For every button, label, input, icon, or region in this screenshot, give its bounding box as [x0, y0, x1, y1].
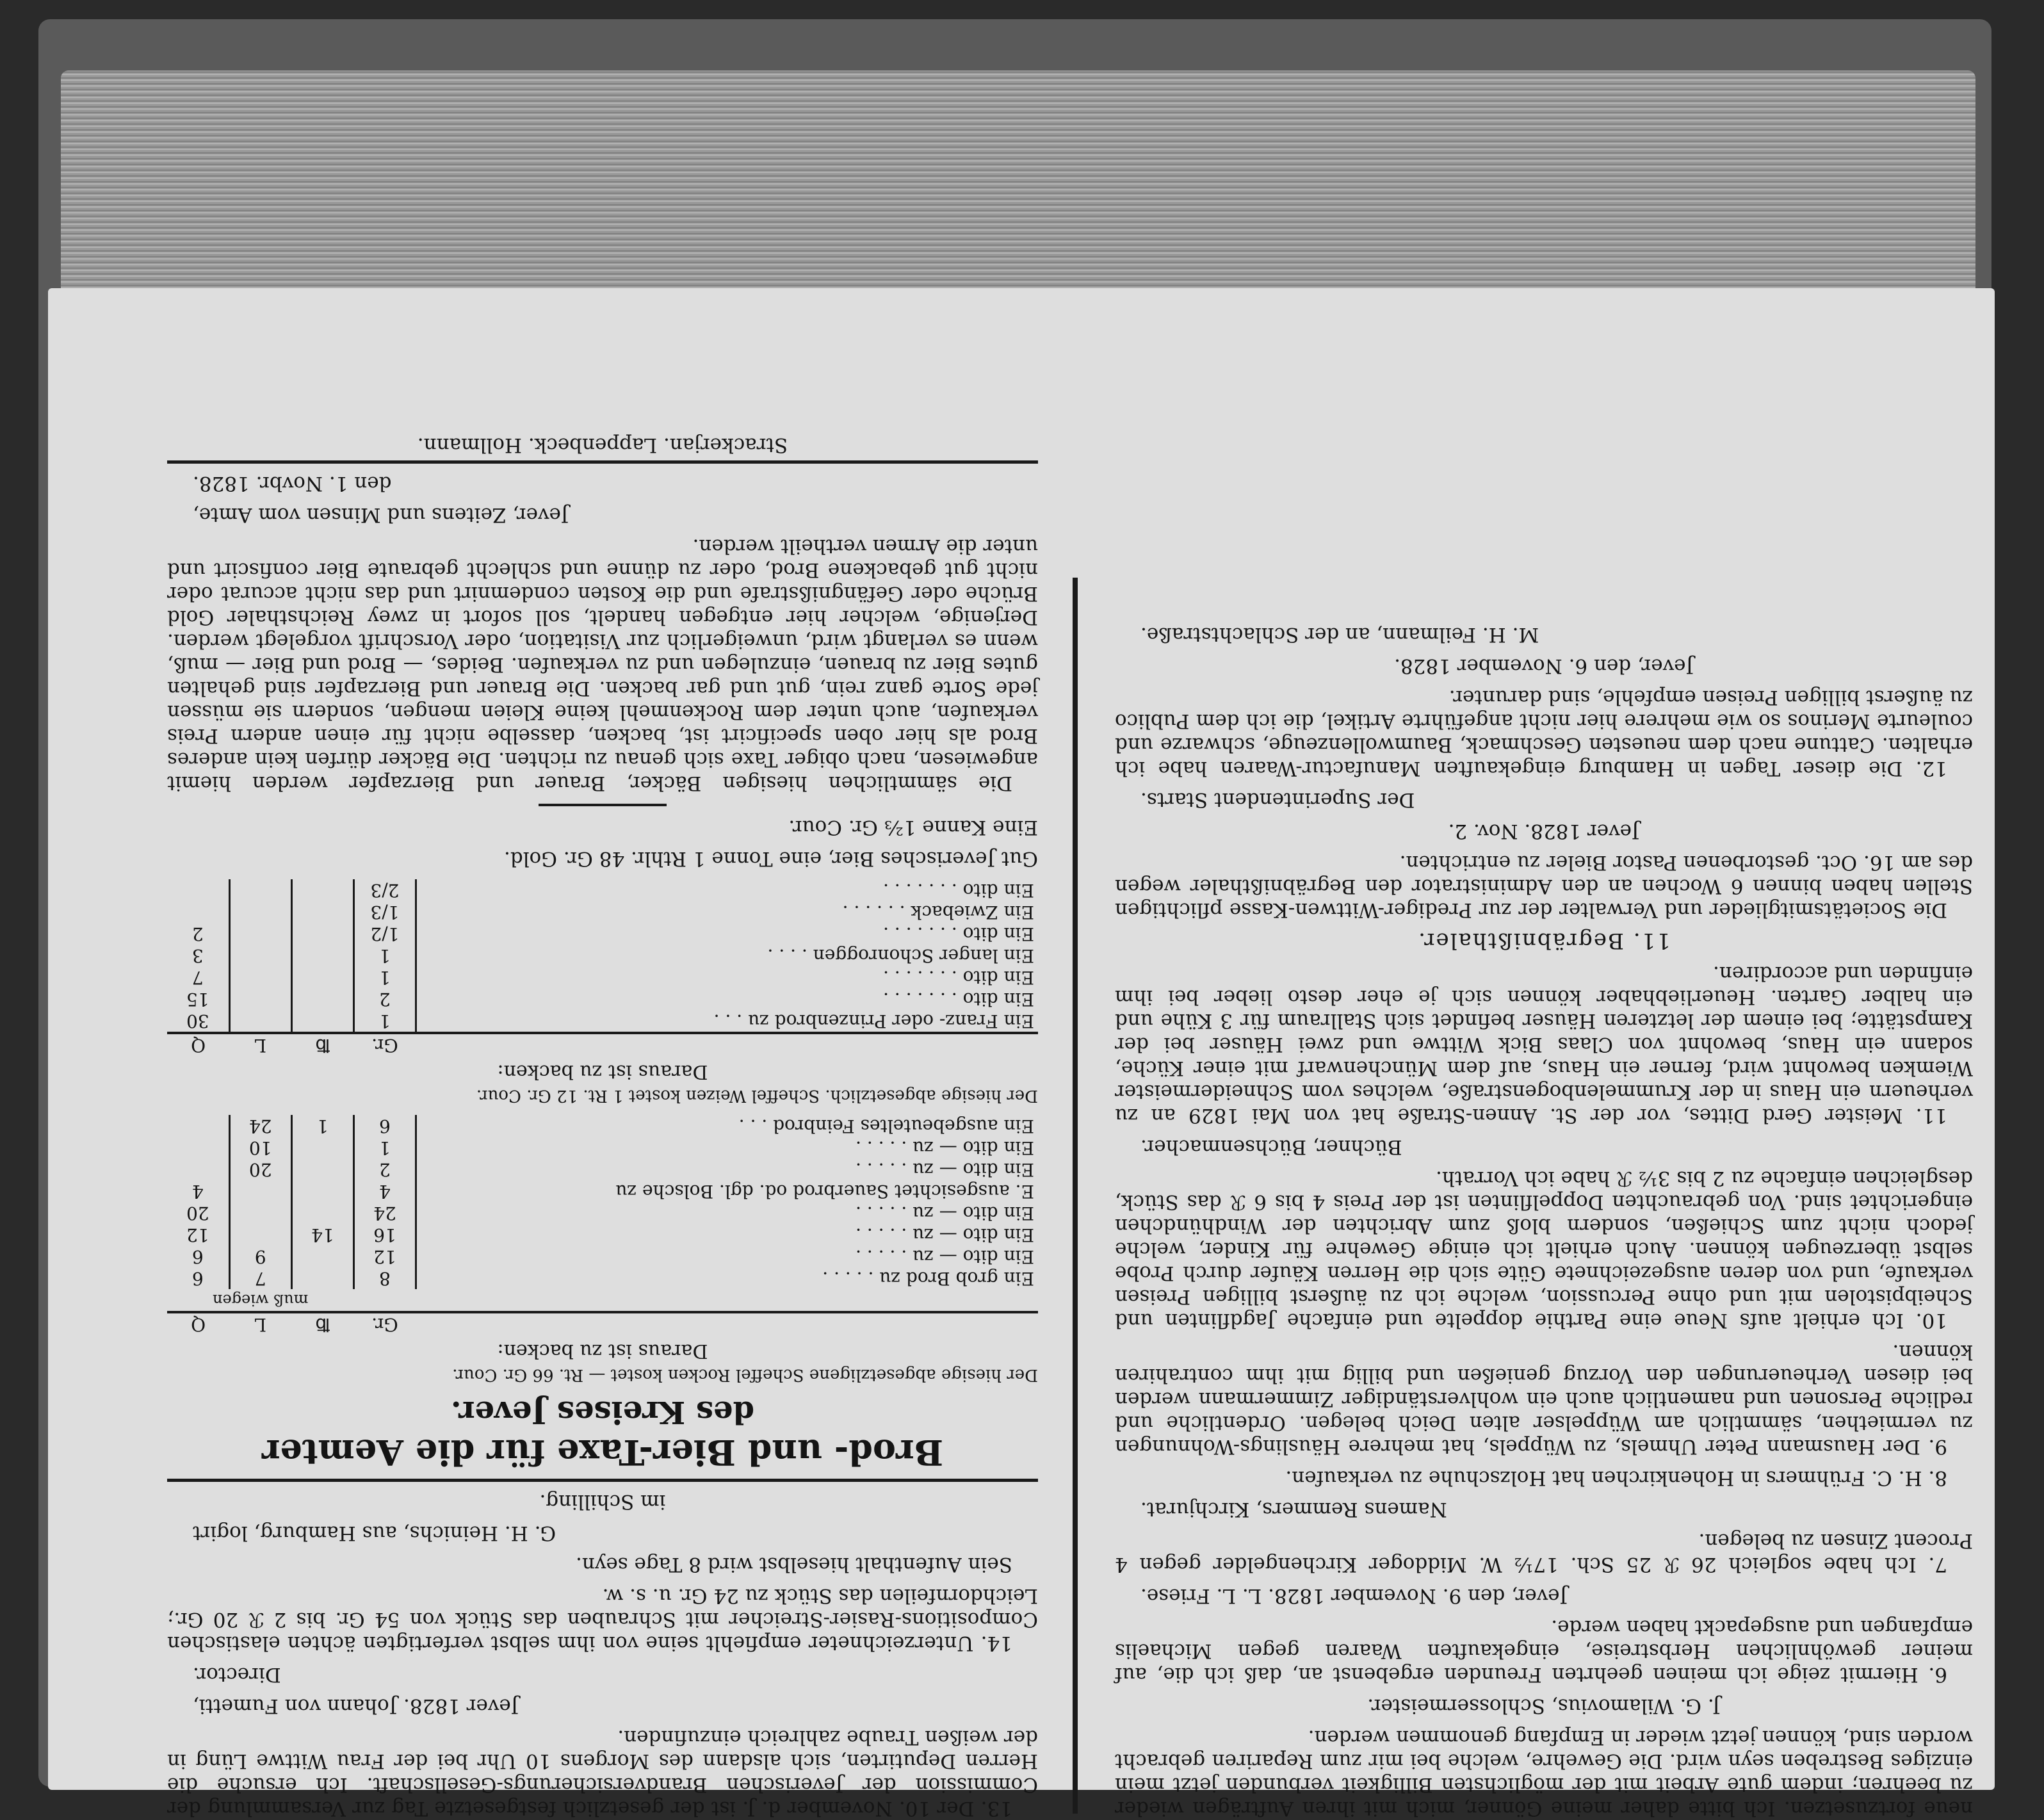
page-fore-edge [61, 70, 1975, 301]
wheat-cell-lb [291, 966, 353, 988]
bread-table [167, 1115, 1038, 1335]
tax-subtitle: des Kreises Jever. [450, 1394, 755, 1430]
bread-cell-lb [291, 1180, 353, 1202]
wheat-cell-l [229, 901, 291, 923]
bread-intro: Der hiesige abgesetzligene Scheffel Rocken kostet — Rt. 66 Gr. Cour. [452, 1365, 1038, 1385]
signature-14b: im Schilling. [539, 1490, 666, 1513]
wheat-cell-lb [291, 879, 353, 901]
bread-cell-gr: 1 [353, 1137, 416, 1158]
wheat-cell-name: Ein dito . . . . . . . [883, 989, 1034, 1010]
wheat-cell-gr: 1/3 [353, 901, 416, 923]
wheat-cell-q: 2 [167, 923, 229, 945]
bread-cell-q: 6 [167, 1267, 229, 1289]
wheat-row [167, 923, 1038, 945]
bread-row [167, 1246, 1038, 1267]
wheat-header-q: Q [167, 1033, 229, 1056]
notice-7: 7. Ich habe sogleich 26 ℛ 25 Sch. 17½ W. Middoger Kirchengelder gegen 4 Procent Zinsen zu belegen. [1115, 1529, 1973, 1576]
wheat-cell-q: 3 [167, 945, 229, 966]
header-q: Q [167, 1312, 229, 1335]
wheat-cell-name: Ein dito . . . . . . . [883, 967, 1034, 988]
rotated-spread [167, 434, 1973, 1820]
right-column [167, 434, 1038, 1820]
wheat-cell-name: Ein Franz- oder Prinzenbrod zu . . . [713, 1011, 1034, 1032]
bread-cell-lb [291, 1202, 353, 1224]
bread-cell-gr: 4 [353, 1180, 416, 1202]
wheat-cell-l [229, 966, 291, 988]
wheat-header-l: L [229, 1033, 291, 1056]
wheat-row [167, 945, 1038, 966]
bread-cell-lb: 14 [291, 1224, 353, 1246]
bread-cell-gr: 16 [353, 1224, 416, 1246]
bread-cell-l [229, 1224, 291, 1246]
bread-cell-name: Ein dito — zu . . . . . [856, 1203, 1034, 1224]
notice-14: 14. Unterzeichneter empfiehlt seine von ihm selbst verfertigten ächten elastischen Compositions-Rasier-Streicher mit Schrauben das Stück von 54 Gr. bis 2 ℛ 20 Gr.; Leichdornfeilen das Stück zu 24 Gr. u. s. w. [167, 1584, 1038, 1655]
wheat-cell-q [167, 879, 229, 901]
bread-cell-gr: 12 [353, 1246, 416, 1267]
beer-price-1: Gut Jeverisches Bier, eine Tonne 1 Rthlr. 48 Gr. Gold. [503, 847, 1038, 870]
signature-final-2: den 1. Novbr. 1828. [193, 472, 392, 495]
wheat-row [167, 966, 1038, 988]
bread-row [167, 1137, 1038, 1158]
bread-table-header [167, 1312, 1038, 1335]
signature-12a: Jever, den 6. November 1828. [1394, 654, 1694, 678]
wheat-row [167, 1010, 1038, 1033]
header-lb: ℔ [291, 1312, 353, 1335]
bread-cell-lb: 1 [291, 1115, 353, 1137]
newspaper-page [48, 288, 1995, 1820]
bread-cell-l: 9 [229, 1246, 291, 1267]
bread-cell-q: 4 [167, 1180, 229, 1202]
final-rule [167, 460, 1038, 464]
signature-13a: Jever 1828. Johann von Fumetti, [193, 1694, 519, 1718]
bread-cell-l [229, 1202, 291, 1224]
header-blank [416, 1312, 1038, 1335]
notice-begraebnisthaler: Die Societätsmitglieder und Verwalter der zur Prediger-Wittwen-Kasse pflichtigen Stellen haben binnen 6 Wochen an den Administrator den Begräbnißthaler wegen des am 16. Oct. gestorbenen Pastor Bieler zu entrichten. [1115, 851, 1973, 922]
wheat-cell-l [229, 988, 291, 1010]
notice-6: 6. Hiermit zeige ich meinen geehrten Freunden ergebenst an, daß ich die, auf meiner gewöhnlichen Herbstreise, eingekauften Waaren gegen Michaelis empfangen und ausgepackt haben werde. [1115, 1616, 1973, 1686]
notice-8: 8. H. C. Frühmers in Hohenkirchen hat Holzschuhe zu verkaufen. [1285, 1467, 1947, 1490]
notice-12: 12. Die dieser Tagen in Hamburg eingekauften Manufactur-Waaren habe ich erhalten. Cattune nach dem neuesten Geschmack, Baumwollenzeuge, schwarze und couleurte Merinos so wie mehrere hier nicht angeführte Artikel, die ich dem Publico zu äußerst billigen Preisen empfehle, sind darunter. [1115, 686, 1973, 780]
heading-begraebnisthaler: 11. Begräbnißthaler. [1417, 928, 1671, 954]
signature-6: Jever, den 9. November 1828. L. L. Friese. [1140, 1584, 1568, 1607]
bread-cell-name: Ein ausgebeuteltes Feinbrod . . . [738, 1116, 1034, 1137]
wheat-header-lb: ℔ [291, 1033, 353, 1056]
wheat-cell-gr: 1 [353, 966, 416, 988]
bread-intro-2: Daraus ist zu backen: [497, 1340, 708, 1362]
paragraph-intro: neue fortzusetzen. Ich bitte daher meine Gönner, mich mit ihren Aufträgen wieder zu beehren; indem gute Arbeit mit der möglichsten Billigkeit verbunden jetzt mein einziges Bestreben seyn wird. Die Gewehre, welche bei mir zum Repariren gebracht worden sind, können jetzt wieder in Empfang genommen werden. [1115, 1726, 1973, 1820]
bread-cell-lb [291, 1246, 353, 1267]
bread-cell-q: 12 [167, 1224, 229, 1246]
notice-10: 10. Ich erhielt aufs Neue eine Parthie doppelte und einfache Jagdflinten und Scheibpistolen mit und ohne Percussion, welche ich zu äußerst billigen Preisen verkaufe, und von deren ausgezeichnete Güte sich die Herren Käufer durch Probe selbst überzeugen können. Auch erhielt ich einige Gewehre für Kinder, welche jedoch nicht zum Schießen, sondern bloß zum Abrichten der Windhündchen eingerichtet sind. Von gebrauchten Doppelflinten ist der Preis 4 bis 6 ℛ das Stück, desgleichen einfache zu 2 bis 3½ ℛ habe ich Vorrath. [1115, 1167, 1973, 1332]
bread-table-body [167, 1115, 1038, 1289]
bread-cell-name: Ein dito — zu . . . . . [856, 1137, 1034, 1158]
wheat-row [167, 901, 1038, 923]
bread-cell-name: E. ausgesichtet Sauerbrod od. dgl. Bolsche zu [615, 1181, 1034, 1202]
wheat-cell-l [229, 923, 291, 945]
bread-cell-l: 10 [229, 1137, 291, 1158]
short-rule [539, 804, 667, 806]
bread-cell-lb [291, 1158, 353, 1180]
left-column [1115, 565, 1973, 1820]
wheat-intro: Der hiesige abgesetzlich. Scheffel Weizen kostet 1 Rt. 12 Gr. Cour. [476, 1086, 1038, 1105]
bread-cell-q [167, 1115, 229, 1137]
bread-cell-gr: 6 [353, 1115, 416, 1137]
section-rule [167, 1479, 1038, 1482]
wheat-cell-l [229, 879, 291, 901]
notice-13: 13. Der 10. November d. J. ist der gesetzlich festgesetzte Tag zur Versammlung der Commission der Jeverischen Brandversicherungs-Gesellschaft. Ich ersuche die Herren Deputirten, sich alsdann des Morgens 10 Uhr bei der Frau Wittwe Lüng in der weißen Traube zahlreich einzufinden. [167, 1726, 1038, 1820]
wheat-cell-lb [291, 901, 353, 923]
column-divider [1073, 578, 1078, 1814]
bread-cell-q: 6 [167, 1246, 229, 1267]
wheat-table-body [167, 879, 1038, 1033]
notice-bakers: Die sämmtlichen hiesigen Bäcker, Brauer und Bierzapfer werden hiemit angewiesen, nach obiger Taxe sich genau zu richten. Die Bäcker dürfen kein anderes Brod als hier oben specificirt ist, backen, dasselbe nicht für einen andern Preis verkaufen, auch unter dem Rockenmehl keine Kleien mengen, sondern sie müssen jede Sorte ganz rein, gut und gar backen. Die Brauer und Bierzapfer sind gehalten gutes Bier zu brauen, einzulegen und zu verkaufen. Beides, — Brod und Bier — muß, wenn es verlangt wird, unweigerlich zur Visitation, oder Vorschrift vorgelegt werden. Derjenige, welcher hier entgegen handelt, soll sofort in zwey Reichsthaler Gold Brüche oder Gefängnißstrafe und die Kosten condemnirt und das nicht accurat oder nicht gut gebackene Brod, oder zu dünne und schlecht gebraute Bier confiscirt und unter die Armen vertheilt werden. [167, 535, 1038, 795]
wheat-cell-gr: 1/2 [353, 923, 416, 945]
signature-wilamovius: J. G. Wilamovius, Schlossermeister. [1367, 1694, 1721, 1718]
wheat-table-header [167, 1033, 1038, 1056]
header-gr: Gr. [353, 1312, 416, 1335]
wheat-cell-l [229, 1010, 291, 1033]
bread-row [167, 1202, 1038, 1224]
bread-cell-lb [291, 1267, 353, 1289]
bread-row [167, 1158, 1038, 1180]
notice-9: 9. Der Hausmann Peter Uhmels, zu Wüppels, hat mehrere Häuslings-Wohnungen zu vermiethen, sämmtlich am Wüppelser alten Deich belegen. Ordentliche und redliche Personen und namentlich auch ein wohlverständiger Zimmermann werden bei diesen Verheuerungen den Vorzug genießen und billig mit ihm contrahiren können. [1115, 1340, 1973, 1458]
bread-row [167, 1180, 1038, 1202]
signature-b2: Der Superintendent Starts. [1140, 788, 1415, 811]
wheat-cell-q: 7 [167, 966, 229, 988]
bread-row [167, 1267, 1038, 1289]
bread-cell-name: Ein dito — zu . . . . . [856, 1159, 1034, 1180]
wheat-cell-q: 15 [167, 988, 229, 1010]
bread-cell-name: Ein dito — zu . . . . . [856, 1246, 1034, 1267]
signature-7: Namens Remmers, Kirchjurat. [1140, 1498, 1447, 1521]
header-l: L [229, 1312, 291, 1335]
wheat-cell-gr: 1 [353, 945, 416, 966]
wheat-header-gr: Gr. [353, 1033, 416, 1056]
wheat-cell-lb [291, 945, 353, 966]
wheat-cell-name: Ein dito . . . . . . . [883, 880, 1034, 901]
bread-cell-l [229, 1180, 291, 1202]
wheat-table [167, 879, 1038, 1056]
wheat-cell-q: 30 [167, 1010, 229, 1033]
beer-price-2: Eine Kanne 1⅔ Gr. Cour. [788, 816, 1038, 839]
bread-cell-q: 20 [167, 1202, 229, 1224]
wheat-cell-name: Ein dito . . . . . . . [883, 923, 1034, 945]
muss-label: muß wiegen [213, 1291, 309, 1309]
wheat-cell-name: Ein langer Schonroggen . . . . [767, 945, 1034, 966]
tax-title: Brod- und Bier-Taxe für die Aemter [261, 1432, 944, 1473]
bread-row [167, 1115, 1038, 1137]
bread-cell-gr: 2 [353, 1158, 416, 1180]
wheat-row [167, 879, 1038, 901]
signature-final-1: Jever, Zeitens und Minsen vom Amte, [193, 503, 569, 526]
signature-14a: G. H. Heinichs, aus Hamburg, logirt [193, 1522, 556, 1545]
bread-cell-l: 20 [229, 1158, 291, 1180]
bread-cell-name: Ein grob Brod zu . . . . . [822, 1268, 1034, 1289]
bread-cell-gr: 24 [353, 1202, 416, 1224]
wheat-cell-lb [291, 988, 353, 1010]
wheat-cell-gr: 2 [353, 988, 416, 1010]
bread-cell-q [167, 1158, 229, 1180]
signature-10: Büchner, Büchsenmacher. [1140, 1135, 1402, 1158]
bread-cell-name: Ein dito — zu . . . . . [856, 1224, 1034, 1246]
bread-row [167, 1224, 1038, 1246]
wheat-cell-lb [291, 923, 353, 945]
bread-cell-l: 24 [229, 1115, 291, 1137]
wheat-cell-l [229, 945, 291, 966]
notice-11: 11. Meister Gerd Dittes, vor der St. Annen-Straße hat von Mai 1829 an zu verheuern ein Haus in der Krummelenbogenstraße, welches vom Schneidermeister Wiemken bewohnt wird, ferner ein Haus, auf dem Münchenwarf mit einer Küche, sodann ein Haus, bewohnt von Claas Bick Wittwe und zwei Häuser bei der Kampstätte; bei einem der letzteren Häuser befindet sich Stallraum für 3 Kühe und ein halber Garten. Heuerliebhaber können sich je eher desto lieber bei ihm einfinden und accordiren. [1115, 962, 1973, 1127]
wheat-cell-lb [291, 1010, 353, 1033]
wheat-cell-gr: 2/3 [353, 879, 416, 901]
signature-12b: M. H. Feilmann, an der Schlachtstraße. [1140, 623, 1539, 646]
bread-cell-q [167, 1137, 229, 1158]
wheat-row [167, 988, 1038, 1010]
signature-13b: Director. [193, 1663, 281, 1686]
wheat-cell-gr: 1 [353, 1010, 416, 1033]
signature-b1: Jever 1828. Nov. 2. [1448, 820, 1640, 843]
signature-final-3: Strackerjan. Lappenbeck. Hollmann. [417, 434, 788, 457]
bread-cell-l: 7 [229, 1267, 291, 1289]
bread-cell-lb [291, 1137, 353, 1158]
bread-muss-row [167, 1289, 1038, 1312]
wheat-intro-2: Daraus ist zu backen: [497, 1060, 708, 1083]
wheat-cell-name: Ein Zwieback . . . . . . [842, 902, 1034, 923]
wheat-cell-q [167, 901, 229, 923]
notice-14b: Sein Aufenthalt hieselbst wird 8 Tage seyn. [576, 1553, 1012, 1576]
bread-cell-gr: 8 [353, 1267, 416, 1289]
